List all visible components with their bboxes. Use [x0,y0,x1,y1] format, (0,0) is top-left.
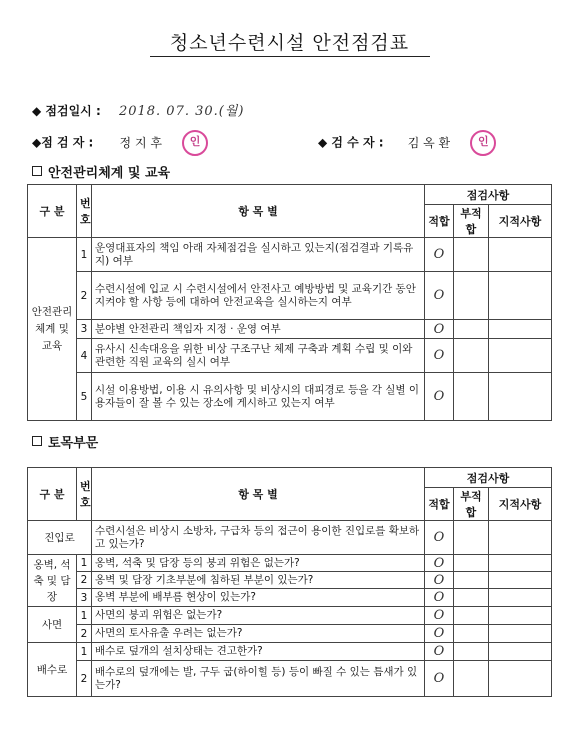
table-row [28,238,552,272]
table-row [28,625,552,643]
checkbox-icon [32,436,42,446]
row-number: 2 [77,272,92,320]
ok-mark: O [425,272,454,320]
row-item: 사면의 토사유출 우려는 없는가? [92,625,425,643]
inspector-row [32,130,208,156]
table-row [28,373,552,421]
inspector-seal: 인 [182,130,208,156]
note-cell [489,625,552,643]
reviewer-name: 김 옥 환 [407,135,451,150]
header-nok: 부적합 [454,205,489,238]
row-item: 배수로의 덮개에는 발, 구두 굽(하이힐 등) 등이 빠질 수 있는 틈새가 있는가? [92,661,425,697]
reviewer-row [318,130,496,156]
header-category: 구 분 [28,185,77,238]
header-check: 점검사항 [425,185,552,205]
section2-title: 토목부문 [48,436,99,451]
nok-cell [454,607,489,625]
note-cell [489,373,552,421]
nok-cell [454,521,489,555]
reviewer-seal: 인 [470,130,496,156]
table-row [28,661,552,697]
note-cell [489,555,552,572]
header-category: 구 분 [28,468,77,521]
section1-heading [32,162,170,181]
reviewer-label: ◆ 검 수 자 : [318,135,384,150]
inspector-name: 정 지 후 [119,135,162,150]
nok-cell [454,272,489,320]
row-item: 옹벽 및 담장 기초부분에 침하된 부분이 있는가? [92,572,425,589]
header-check: 점검사항 [425,468,552,488]
date-label: ◆ 점검일시 : [32,104,101,118]
row-number: 1 [77,643,92,661]
table-row [28,339,552,373]
row-number: 2 [77,661,92,697]
category-cell: 안전관리 체계 및 교육 [28,238,77,421]
row-item: 수련시설에 입교 시 수련시설에서 안전사고 예방방법 및 교육기간 동안 지켜야 할 사항 등에 대하여 안전교육을 실시하는지 여부 [92,272,425,320]
nok-cell [454,339,489,373]
row-number: 2 [77,625,92,643]
ok-mark: O [425,589,454,607]
inspection-date-row [32,100,244,119]
table-row [28,607,552,625]
ok-mark: O [425,572,454,589]
note-cell [489,589,552,607]
nok-cell [454,320,489,339]
nok-cell [454,238,489,272]
page-title: 청소년수련시설 안전점검표 [169,32,410,54]
nok-cell [454,625,489,643]
nok-cell [454,661,489,697]
header-ok: 적합 [425,205,454,238]
table-row [28,572,552,589]
note-cell [489,272,552,320]
row-item: 배수로 덮개의 설치상태는 견고한가? [92,643,425,661]
ok-mark: O [425,238,454,272]
civil-works-table [27,467,552,697]
category-slope: 사면 [28,607,77,643]
nok-cell [454,373,489,421]
title-underline [150,56,430,57]
row-number: 1 [77,238,92,272]
row-number: 3 [77,320,92,339]
nok-cell [454,589,489,607]
ok-mark: O [425,373,454,421]
header-number: 번호 [77,185,92,238]
row-number: 1 [77,607,92,625]
row-number: 2 [77,572,92,589]
header-item: 항 목 별 [92,185,425,238]
header-note: 지적사항 [489,488,552,521]
nok-cell [454,555,489,572]
row-number: 3 [77,589,92,607]
row-number: 1 [77,555,92,572]
header-note: 지적사항 [489,205,552,238]
category-entry: 진입로 [28,521,92,555]
header-number: 번호 [77,468,92,521]
table-row [28,643,552,661]
header-item: 항 목 별 [92,468,425,521]
row-item: 수련시설은 비상시 소방차, 구급차 등의 접근이 용이한 진입로를 확보하고 있는가? [92,521,425,555]
row-item: 운영대표자의 책임 아래 자체점검을 실시하고 있는지(점검결과 기록유지) 여부 [92,238,425,272]
header-ok: 적합 [425,488,454,521]
category-wall: 옹벽, 석축 및 담장 [28,555,77,607]
row-number: 4 [77,339,92,373]
note-cell [489,572,552,589]
inspector-label: ◆점 검 자 : [32,135,94,150]
note-cell [489,320,552,339]
nok-cell [454,572,489,589]
ok-mark: O [425,320,454,339]
note-cell [489,339,552,373]
table-row [28,555,552,572]
note-cell [489,607,552,625]
row-item: 분야별 안전관리 책임자 지정 · 운영 여부 [92,320,425,339]
row-item: 사면의 붕괴 위험은 없는가? [92,607,425,625]
row-number: 5 [77,373,92,421]
row-item: 옹벽 부분에 배부름 현상이 있는가? [92,589,425,607]
note-cell [489,661,552,697]
table-row [28,320,552,339]
ok-mark: O [425,643,454,661]
ok-mark: O [425,607,454,625]
section2-heading [32,432,98,451]
ok-mark: O [425,339,454,373]
ok-mark: O [425,555,454,572]
row-item: 시설 이용방법, 이용 시 유의사항 및 비상시의 대피경로 등을 각 실별 이용자들이 잘 볼 수 있는 장소에 게시하고 있는지 여부 [92,373,425,421]
ok-mark: O [425,625,454,643]
date-value: 2018. 07. 30.(월) [118,104,245,119]
safety-management-table [27,184,552,421]
note-cell [489,643,552,661]
ok-mark: O [425,521,454,555]
table-row [28,589,552,607]
table-row [28,521,552,555]
category-drain: 배수로 [28,643,77,697]
note-cell [489,238,552,272]
header-nok: 부적합 [454,488,489,521]
table-row [28,272,552,320]
row-item: 유사시 신속대응을 위한 비상 구조구난 체제 구축과 계획 수립 및 이와 관련한 직원 교육의 실시 여부 [92,339,425,373]
ok-mark: O [425,661,454,697]
nok-cell [454,643,489,661]
note-cell [489,521,552,555]
checkbox-icon [32,166,42,176]
section1-title: 안전관리체계 및 교육 [48,166,171,181]
row-item: 옹벽, 석축 및 담장 등의 붕괴 위험은 없는가? [92,555,425,572]
